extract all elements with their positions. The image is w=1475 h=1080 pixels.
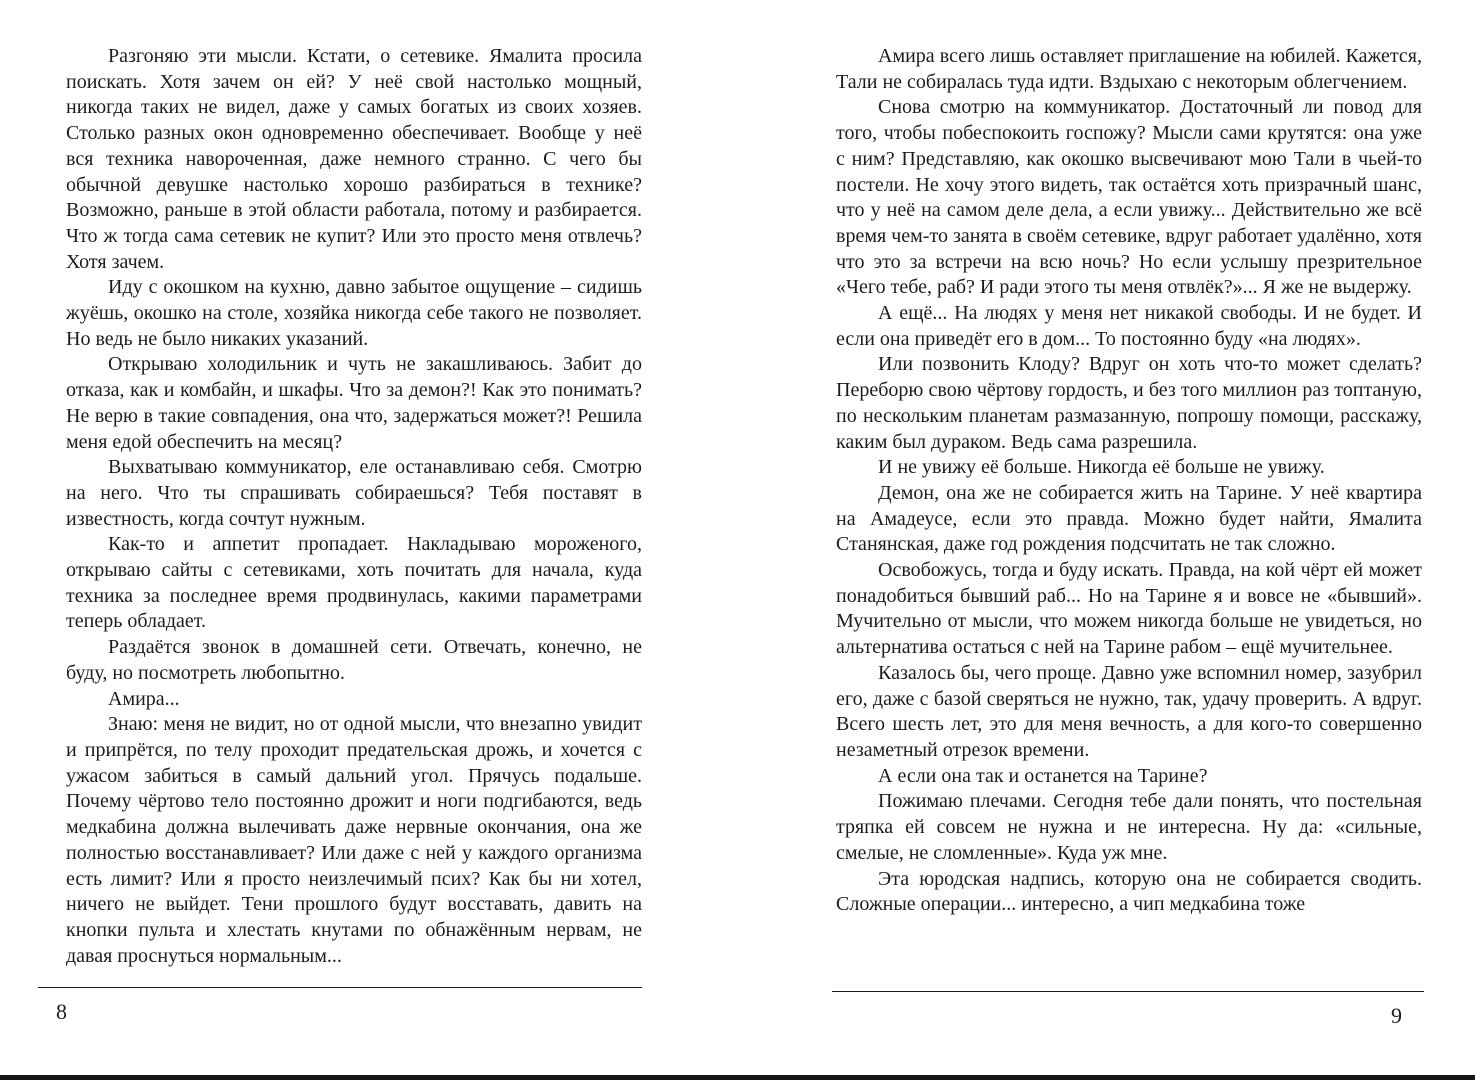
paragraph: Иду с окошком на кухню, давно забытое ощущение – сидишь жуёшь, окошко на столе, хозяйка никогда себе такого не позволяет. Но ведь не было никаких указаний. (66, 276, 642, 350)
scan-edge-artifact (0, 1075, 1475, 1080)
paragraph: А ещё... На людях у меня нет никакой свободы. И не будет. И если она приведёт его в дом... То постоянно буду «на людях». (836, 302, 1422, 350)
paragraph: Выхватываю коммуникатор, еле останавливаю себя. Смотрю на него. Что ты спрашивать собираешься? Тебя поставят в известность, когда сочтут нужным. (66, 456, 642, 530)
paragraph: Пожимаю плечами. Сегодня тебе дали понять, что постельная тряпка ей совсем не нужна и не интересна. Ну да: «сильные, смелые, не сломленные». Куда уж мне. (836, 790, 1422, 864)
page-number-right: 9 (1391, 1003, 1402, 1028)
paragraph: Эта юродская надпись, которую она не собирается сводить. Сложные операции... интересно, а чип медкабина тоже (836, 867, 1422, 916)
paragraph: Демон, она же не собирается жить на Тарине. У неё квартира на Амадеусе, если это правда. Можно будет найти, Ямалита Станянская, даже год рождения подсчитать не так сложно. (836, 481, 1422, 556)
paragraph: Казалось бы, чего проще. Давно уже вспомнил номер, зазубрил его, даже с базой сверяться не нужно, так, удачу проверить. А вдруг. Всего шесть лет, это для меня вечность, а для кого-то совершенно незаметный отрезок времени. (836, 661, 1422, 761)
paragraph: Раздаётся звонок в домашней сети. Отвечать, конечно, не буду, но посмотреть любопытно. (66, 636, 642, 684)
page-9-text (836, 44, 1422, 988)
paragraph: Разгоняю эти мысли. Кстати, о сетевике. Ямалита просила поискать. Хотя зачем он ей? У неё свой настолько мощный, никогда таких не видел, даже у самых богатых из своих хозяев. Столько разных окон одновременно обеспечивает. Вообще у неё вся техника навороченная, даже немного странно. С чего бы обычной девушке настолько хорошо разбираться в технике? Возможно, раньше в этой области работала, потому и разбирается. Что ж тогда сама сетевик не купит? Или это просто меня отвлечь? Хотя зачем. (66, 45, 642, 273)
page-8 (56, 44, 642, 1044)
footer-rule (832, 991, 1424, 992)
page-9 (836, 44, 1422, 1044)
paragraph: Или позвонить Клоду? Вдруг он хоть что-то может сделать? Переборю свою чёртову гордость, и без того миллион раз топтаную, по нескольким планетам размазанную, попрошу помощи, расскажу, каким был дураком. Ведь сама разрешила. (836, 353, 1422, 453)
paragraph: Освобожусь, тогда и буду искать. Правда, на кой чёрт ей может понадобиться бывший раб... Но на Тарине я и вовсе не «бывший». Мучительно от мысли, что можем никогда больше не увидеться, но альтернатива остаться с ней на Тарине рабом – ещё мучительнее. (836, 559, 1422, 659)
paragraph: Открываю холодильник и чуть не закашливаюсь. Забит до отказа, как и комбайн, и шкафы. Что за демон?! Как это понимать? Не верю в такие совпадения, она что, задержаться может?! Решила меня едой обеспечить на месяц? (66, 353, 642, 453)
paragraph: Амира всего лишь оставляет приглашение на юбилей. Кажется, Тали не собиралась туда идти. Вздыхаю с некоторым облегчением. (836, 45, 1422, 93)
footer-rule (38, 987, 642, 988)
paragraph: Снова смотрю на коммуникатор. Достаточный ли повод для того, чтобы побеспокоить госпожу? Мысли сами крутятся: она уже с ним? Представляю, как окошко высвечивают мою Тали в чьей-то постели. Не хочу этого видеть, так остаётся хоть призрачный шанс, что у неё на самом деле дела, а если увижу... Действительно же всё время чем-то занята в своём сетевике, вдруг работает удалённо, хотя что это за встречи на всю ночь? Но если услышу презрительное «Чего тебе, раб? И ради этого ты меня отвлёк?»... Я же не выдержу. (836, 96, 1422, 299)
paragraph: Амира... (108, 687, 180, 710)
paragraph: Знаю: меня не видит, но от одной мысли, что внезапно увидит и припрётся, по телу проходит предательская дрожь, и хочется с ужасом забиться в самый дальний угол. Прячусь подальше. Почему чёртово тело постоянно дрожит и ноги подгибаются, ведь медкабина должна вылечивать даже нервные окончания, она же полностью восстанавливает? Или даже с ней у каждого организма есть лимит? Или я просто неизлечимый псих? Как бы ни хотел, ничего не выйдет. Тени прошлого будут восставать, давить на кнопки пульта и хлестать кнутами по обнажённым нервам, не давая проснуться нормальным... (66, 713, 642, 967)
page-number-left: 8 (56, 999, 67, 1024)
page-8-text (66, 44, 642, 988)
paragraph: А если она так и останется на Тарине? (878, 764, 1208, 787)
paragraph: И не увижу её больше. Никогда её больше не увижу. (878, 456, 1325, 479)
paragraph: Как-то и аппетит пропадает. Накладываю мороженого, открываю сайты с сетевиками, хоть почитать для начала, куда техника за последнее время продвинулась, какими параметрами теперь обладает. (66, 533, 642, 633)
